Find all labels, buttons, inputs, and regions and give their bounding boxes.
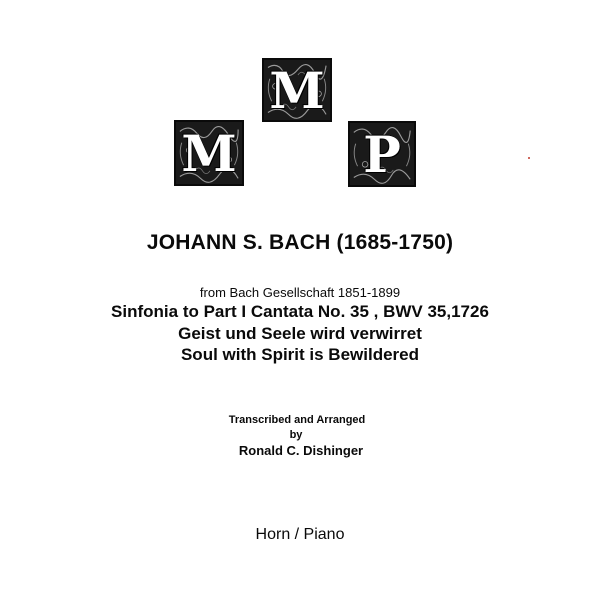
arranger-name: Ronald C. Dishinger: [238, 443, 364, 458]
logo-letter: M: [269, 60, 325, 120]
credit-by-line: by: [289, 429, 303, 441]
scan-speck: [528, 157, 530, 159]
logo-letter-p-right: [348, 121, 416, 187]
work-title: Sinfonia to Part I Cantata No. 35 , BWV 35,1726: [111, 302, 489, 321]
logo-letter: P: [363, 124, 401, 184]
german-title: Geist und Seele wird verwirret: [178, 324, 422, 343]
logo-letter-m-left: [174, 120, 244, 186]
composer-heading: JOHANN S. BACH (1685-1750): [146, 231, 454, 254]
logo-letter-m-top: [262, 58, 332, 122]
logo-letter: M: [181, 123, 237, 183]
credit-transcribed-line: Transcribed and Arranged: [228, 414, 366, 426]
source-line: from Bach Gesellschaft 1851-1899: [199, 285, 401, 300]
english-title: Soul with Spirit is Bewildered: [180, 345, 420, 364]
instrumentation-label: Horn / Piano: [255, 526, 345, 543]
